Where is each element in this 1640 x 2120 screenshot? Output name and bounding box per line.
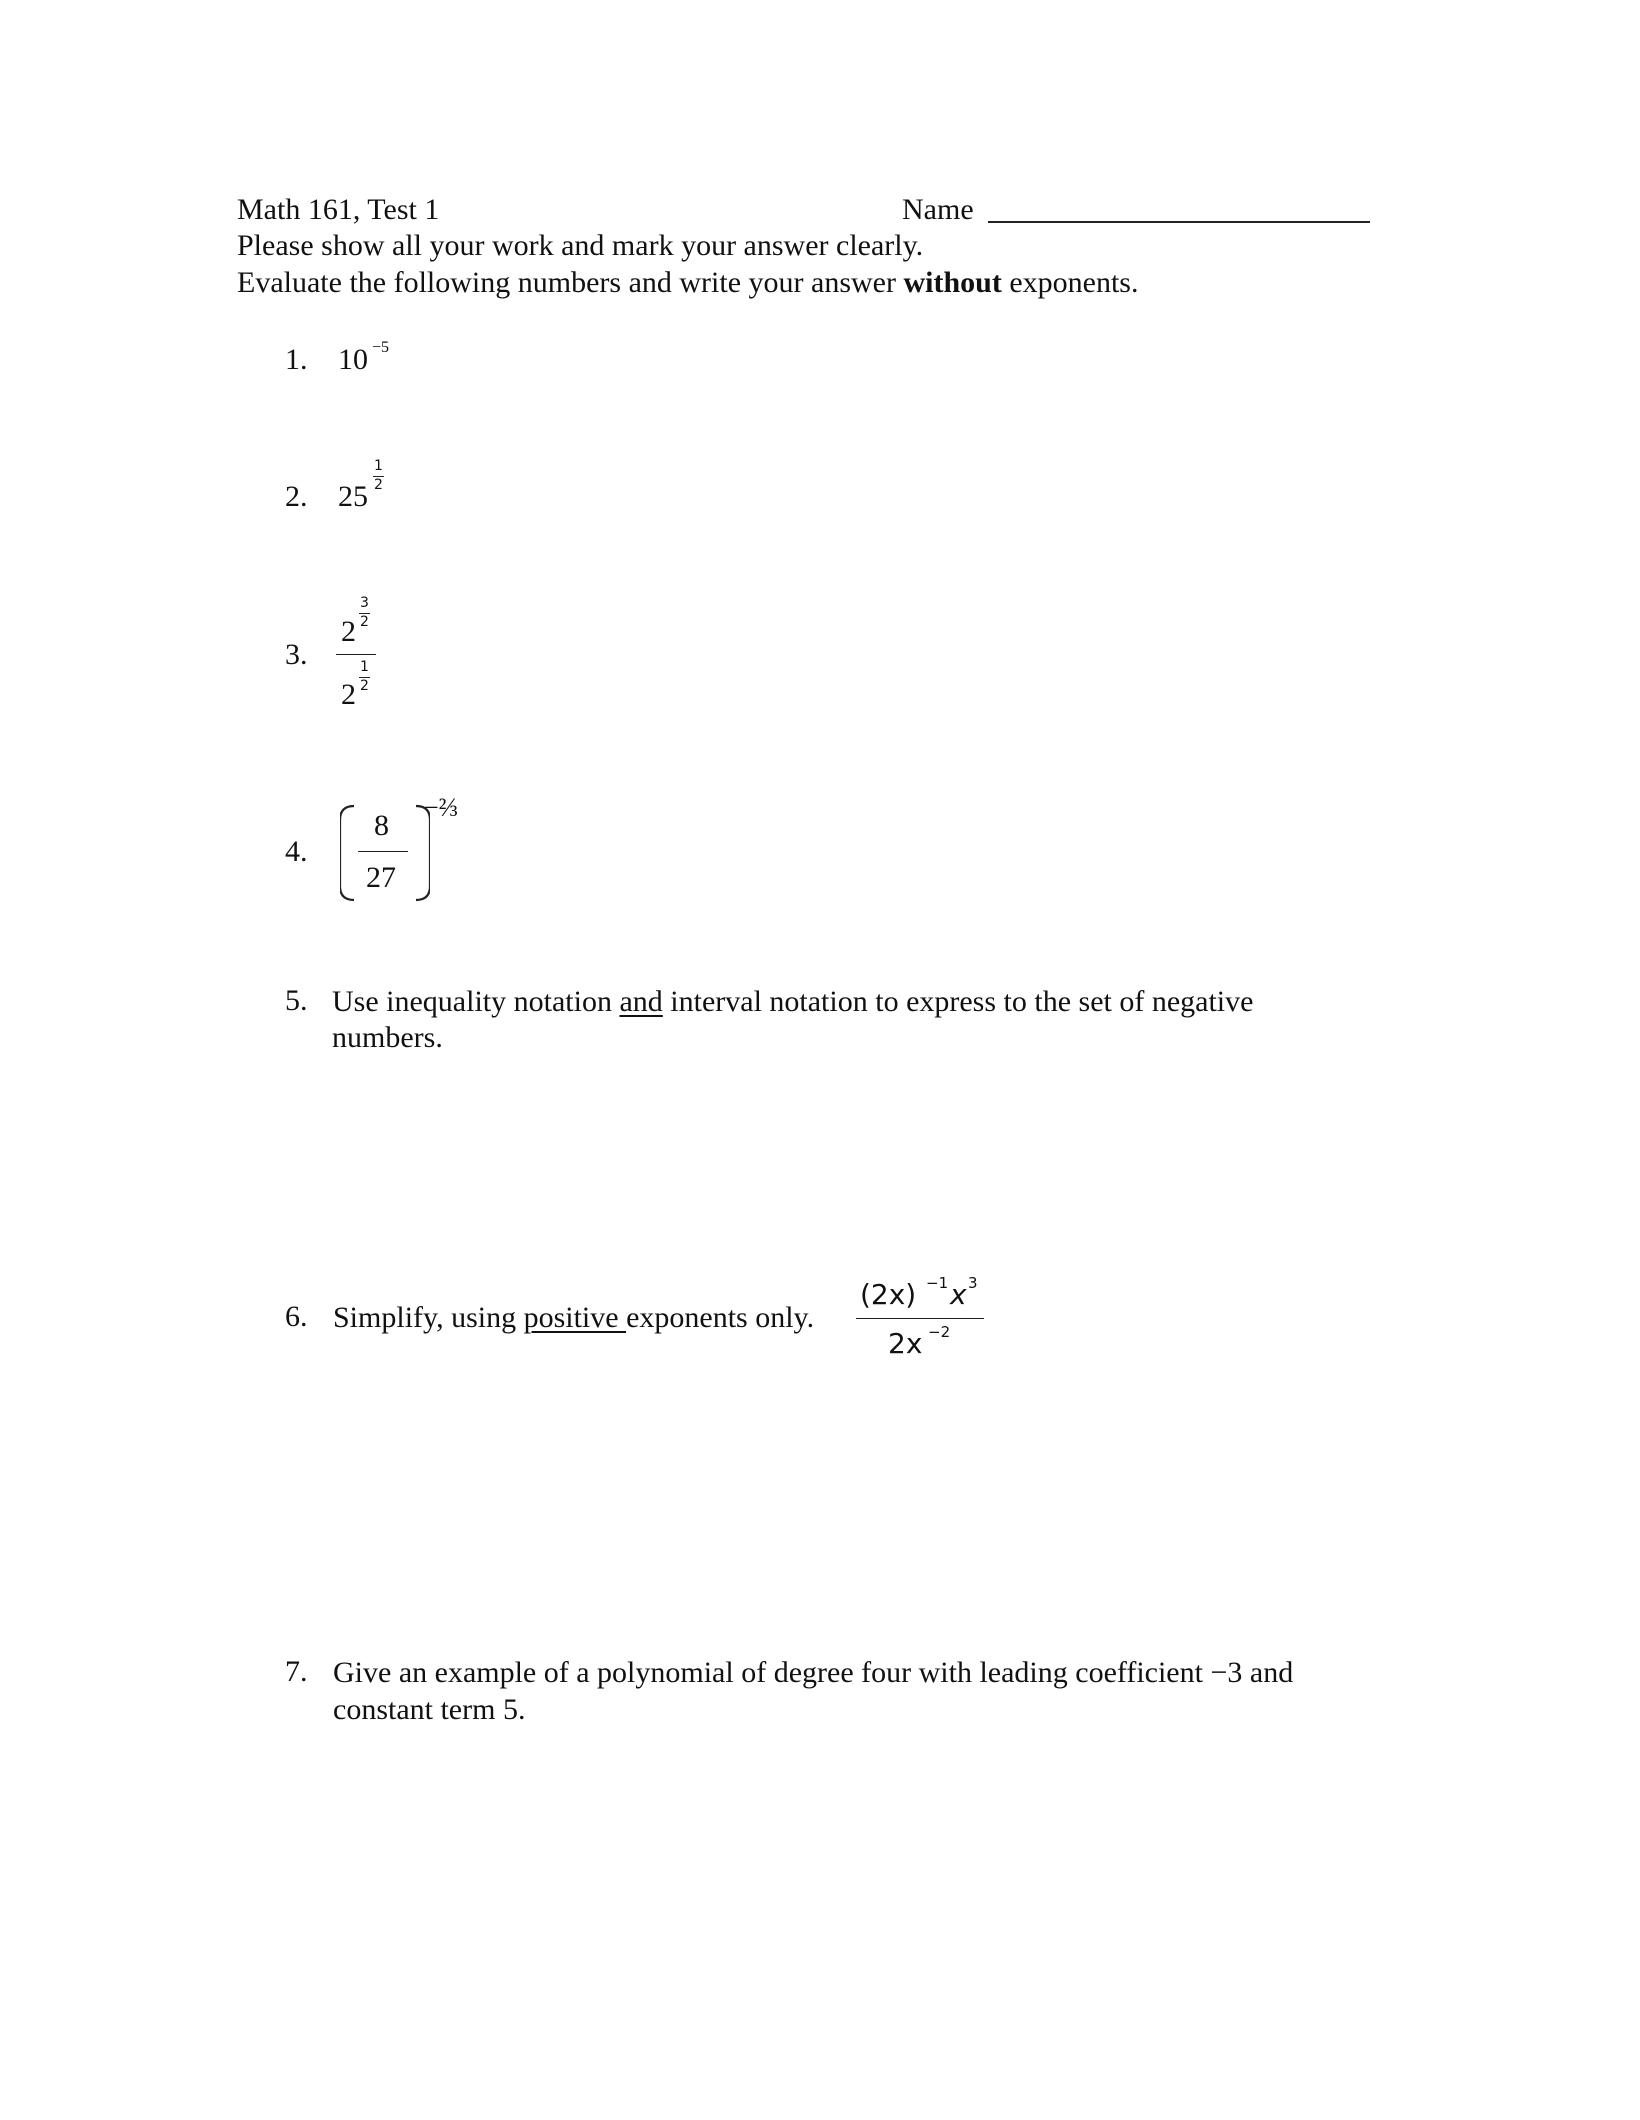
question-6-numerator-base: (2x) xyxy=(860,1278,917,1311)
question-4-number: 4. xyxy=(285,835,308,868)
name-blank-line[interactable] xyxy=(988,221,1370,223)
question-3-fraction-bar xyxy=(336,654,376,655)
question-3-top-base: 2 xyxy=(341,615,356,648)
instruction-evaluate-pre: Evaluate the following numbers and write your answer xyxy=(237,266,904,299)
question-3-bottom-base: 2 xyxy=(341,678,356,711)
instruction-evaluate xyxy=(237,265,1138,301)
question-6-number: 6. xyxy=(285,1300,308,1333)
question-3-bottom-exp-denominator: 2 xyxy=(360,678,369,694)
question-6-denominator-base: 2x xyxy=(888,1327,923,1360)
question-3-top-exp-denominator: 2 xyxy=(360,614,369,630)
question-7-number: 7. xyxy=(285,1655,308,1688)
question-5-text-pre: Use inequality notation xyxy=(332,985,620,1018)
question-6-underlined: positive xyxy=(523,1301,627,1334)
question-6-text-pre: Simplify, using xyxy=(333,1301,524,1334)
question-2-exp-numerator: 1 xyxy=(374,458,383,474)
name-label: Name xyxy=(902,193,974,226)
question-6-numerator-var-exponent: 3 xyxy=(968,1274,978,1292)
question-2-base: 25 xyxy=(338,480,368,513)
question-7-text-line2: constant term 5. xyxy=(333,1693,526,1726)
question-7-text-line1: Give an example of a polynomial of degree four with leading coefficient −3 and xyxy=(333,1656,1294,1689)
question-3-number: 3. xyxy=(285,638,308,671)
question-4-denominator: 27 xyxy=(366,861,396,894)
question-4-exponent: −⅔ xyxy=(424,793,459,822)
question-6-fraction-bar xyxy=(856,1318,984,1319)
question-6-numerator-exponent: −1 xyxy=(926,1274,949,1292)
question-1-number: 1. xyxy=(285,343,308,376)
instruction-evaluate-bold: without xyxy=(903,266,1002,299)
question-4-fraction-bar xyxy=(358,851,408,852)
question-5-text-line1 xyxy=(332,983,1253,1020)
question-5-underlined: and xyxy=(619,985,663,1018)
test-title: Math 161, Test 1 xyxy=(237,193,440,226)
question-2-exp-denominator: 2 xyxy=(374,477,383,493)
question-6-text xyxy=(333,1299,814,1336)
question-1-base: 10 xyxy=(338,343,368,376)
question-2-number: 2. xyxy=(285,480,308,513)
question-4-numerator: 8 xyxy=(374,809,389,842)
instruction-show-work: Please show all your work and mark your answer clearly. xyxy=(237,229,924,262)
question-5-number: 5. xyxy=(285,984,308,1017)
question-1-exponent: −5 xyxy=(372,339,390,356)
question-6-text-post: exponents only. xyxy=(626,1301,815,1334)
instruction-evaluate-post: exponents. xyxy=(1001,266,1139,299)
question-6-denominator-exponent: −2 xyxy=(928,1323,951,1341)
question-3-top-exp-numerator: 3 xyxy=(360,595,369,611)
question-3-bottom-exp-numerator: 1 xyxy=(360,659,369,675)
question-5-text-post: interval notation to express to the set of negative xyxy=(662,985,1254,1018)
question-5-text-line2: numbers. xyxy=(332,1021,443,1054)
question-6-numerator-variable: x xyxy=(950,1278,967,1311)
